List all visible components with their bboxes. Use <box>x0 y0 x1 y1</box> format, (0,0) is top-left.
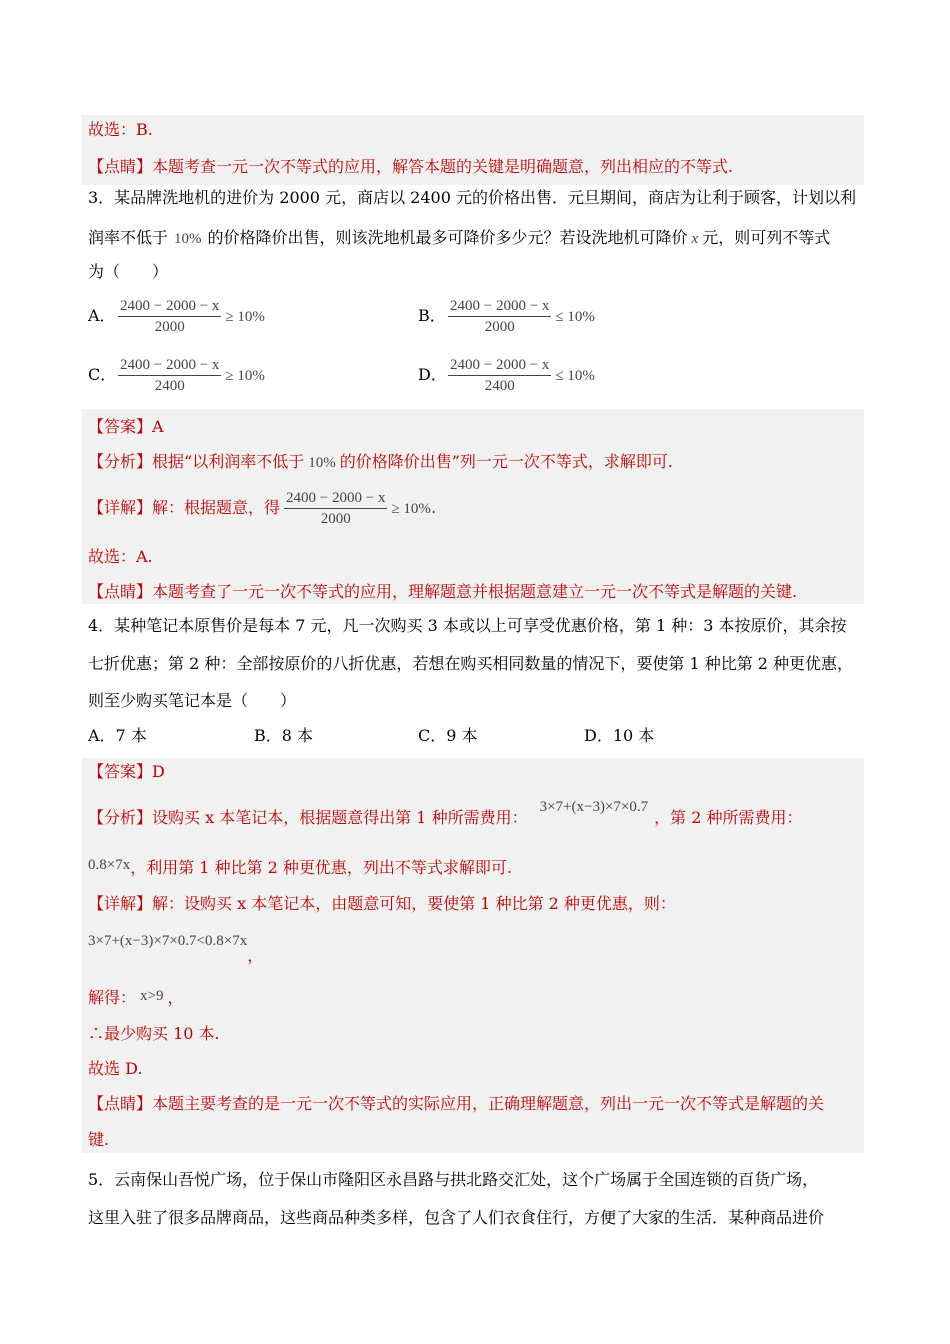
fraction-numerator: 2400 − 2000 − x <box>448 296 551 317</box>
fraction-denominator: 2400 <box>484 378 515 394</box>
inequality-comma: ， <box>247 946 264 965</box>
option-label: C． <box>88 365 117 384</box>
inequality-expr: 3×7+(x−3)×7×0.7<0.8×7x <box>88 933 248 949</box>
detail-fraction <box>284 488 387 529</box>
fraction-numerator: 2400 − 2000 − x <box>118 355 221 376</box>
q3-stem-text: 的价格降价出售，则该洗地机最多可降价多少元？若设洗地机可降价 <box>207 228 688 247</box>
q3-option-c <box>88 355 265 396</box>
q3-stem-line3: 为（ ） <box>88 262 169 281</box>
option-fraction <box>448 296 551 337</box>
q3-analysis <box>88 450 673 475</box>
option-fraction <box>448 355 551 396</box>
q4-analysis <box>88 799 803 831</box>
q3-answer: 【答案】A <box>88 417 164 436</box>
q4-comment <box>88 1092 824 1116</box>
fraction-numerator: 2400 − 2000 − x <box>448 355 551 376</box>
comment-text: 本题考查一元一次不等式的应用，解答本题的关键是明确题意，列出相应的不等式. <box>152 157 734 176</box>
option-fraction <box>118 355 221 396</box>
q3-pct: 10% <box>174 231 202 247</box>
solution-label: 解得： <box>88 988 137 1007</box>
option-relation: ≥ 10% <box>225 309 265 325</box>
q4-analysis-cont <box>88 856 512 881</box>
detail-text: 解：设购买 x 本笔记本，由题意可知，要使第 1 种比第 2 种更优惠，则： <box>152 894 676 913</box>
solution-expr: x>9 <box>140 988 164 1004</box>
q4-conclusion: 故选 D. <box>88 1059 143 1078</box>
q3-var-x: x <box>691 231 699 247</box>
analysis-expr-cost2: 0.8×7x <box>88 857 131 873</box>
solution-comma: ， <box>167 988 184 1007</box>
fraction-numerator: 2400 − 2000 − x <box>284 488 387 509</box>
fraction-denominator: 2000 <box>320 511 351 527</box>
comment-text: 本题考查了一元一次不等式的应用，理解题意并根据题意建立一元一次不等式是解题的关键. <box>152 582 798 601</box>
detail-relation: ≥ 10% <box>391 501 431 517</box>
q3-option-a <box>88 296 265 337</box>
option-label: B． <box>418 306 446 325</box>
q4-inequality <box>88 928 264 965</box>
detail-tag: 【详解】 <box>88 498 153 517</box>
analysis-text: ，利用第 1 种比第 2 种更优惠，列出不等式求解即可. <box>130 858 513 877</box>
option-fraction <box>118 296 221 337</box>
option-relation: ≤ 10% <box>555 368 595 384</box>
analysis-text: 设购买 x 本笔记本，根据题意得出第 1 种所需费用： <box>152 808 528 827</box>
detail-tag: 【详解】 <box>88 894 153 913</box>
q3-option-b <box>418 296 595 337</box>
q4-option-c: C．9 本 <box>418 726 478 745</box>
option-label: A． <box>88 306 116 325</box>
detail-text: 解：根据题意，得 <box>152 498 281 517</box>
q4-detail <box>88 892 676 916</box>
q2-conclusion: 故选：B. <box>88 120 153 139</box>
q5-stem-line1: 5．云南保山吾悦广场，位于保山市隆阳区永昌路与拱北路交汇处，这个广场属于全国连锁的百货广场， <box>88 1170 819 1189</box>
comment-tag: 【点睛】 <box>88 157 153 176</box>
q4-therefore: ∴最少购买 10 本. <box>88 1024 220 1043</box>
q3-stem-line2 <box>88 226 830 251</box>
option-relation: ≤ 10% <box>555 309 595 325</box>
q2-comment <box>88 155 733 179</box>
q3-stem-line1: 3．某品牌洗地机的进价为 2000 元，商店以 2400 元的价格出售．元旦期间，商店为让利于顾客，计划以利 <box>88 188 856 207</box>
fraction-denominator: 2000 <box>154 319 185 335</box>
analysis-pct: 10% <box>308 455 336 471</box>
comment-text: 本题主要考查的是一元一次不等式的实际应用，正确理解题意，列出一元一次不等式是解题的关 <box>152 1094 825 1113</box>
q4-option-b: B．8 本 <box>254 726 314 745</box>
fraction-numerator: 2400 − 2000 − x <box>118 296 221 317</box>
comment-tag: 【点睛】 <box>88 1094 153 1113</box>
q4-option-a: A．7 本 <box>88 726 147 745</box>
analysis-tag: 【分析】 <box>88 452 153 471</box>
analysis-tag: 【分析】 <box>88 808 153 827</box>
q3-option-d <box>418 355 595 396</box>
analysis-expr-cost1: 3×7+(x−3)×7×0.7 <box>539 799 649 815</box>
q4-answer: 【答案】D <box>88 762 165 781</box>
option-relation: ≥ 10% <box>225 368 265 384</box>
q4-solution <box>88 986 184 1011</box>
q5-stem-line2: 这里入驻了很多品牌商品，这些商品种类多样，包含了人们衣食住行，方便了大家的生活．某种商品进价 <box>88 1208 825 1227</box>
q3-detail <box>88 486 436 531</box>
detail-period: . <box>430 498 437 517</box>
analysis-text: 根据“以利润率不低于 <box>152 452 305 471</box>
fraction-denominator: 2400 <box>154 378 185 394</box>
q3-stem-text: 元，则可列不等式 <box>702 228 831 247</box>
q3-stem-text: 润率不低于 <box>88 228 169 247</box>
analysis-text: ，第 2 种所需费用： <box>654 808 803 827</box>
q4-comment-cont: 键. <box>88 1130 110 1149</box>
q4-stem-line2: 七折优惠；第 2 种：全部按原价的八折优惠，若想在购买相同数量的情况下，要使第 1 种比第 2 种更优惠， <box>88 654 854 673</box>
q3-comment <box>88 580 797 604</box>
comment-tag: 【点睛】 <box>88 582 153 601</box>
q4-stem-line3: 则至少购买笔记本是（ ） <box>88 691 297 710</box>
q4-stem-line1: 4．某种笔记本原售价是每本 7 元，凡一次购买 3 本或以上可享受优惠价格，第 1 种：3 本按原价，其余按 <box>88 616 847 635</box>
fraction-denominator: 2000 <box>484 319 515 335</box>
q3-conclusion: 故选：A. <box>88 547 153 566</box>
analysis-text: 的价格降价出售”列一元一次不等式，求解即可. <box>339 452 673 471</box>
option-label: D． <box>418 365 447 384</box>
q4-option-d: D．10 本 <box>584 726 655 745</box>
